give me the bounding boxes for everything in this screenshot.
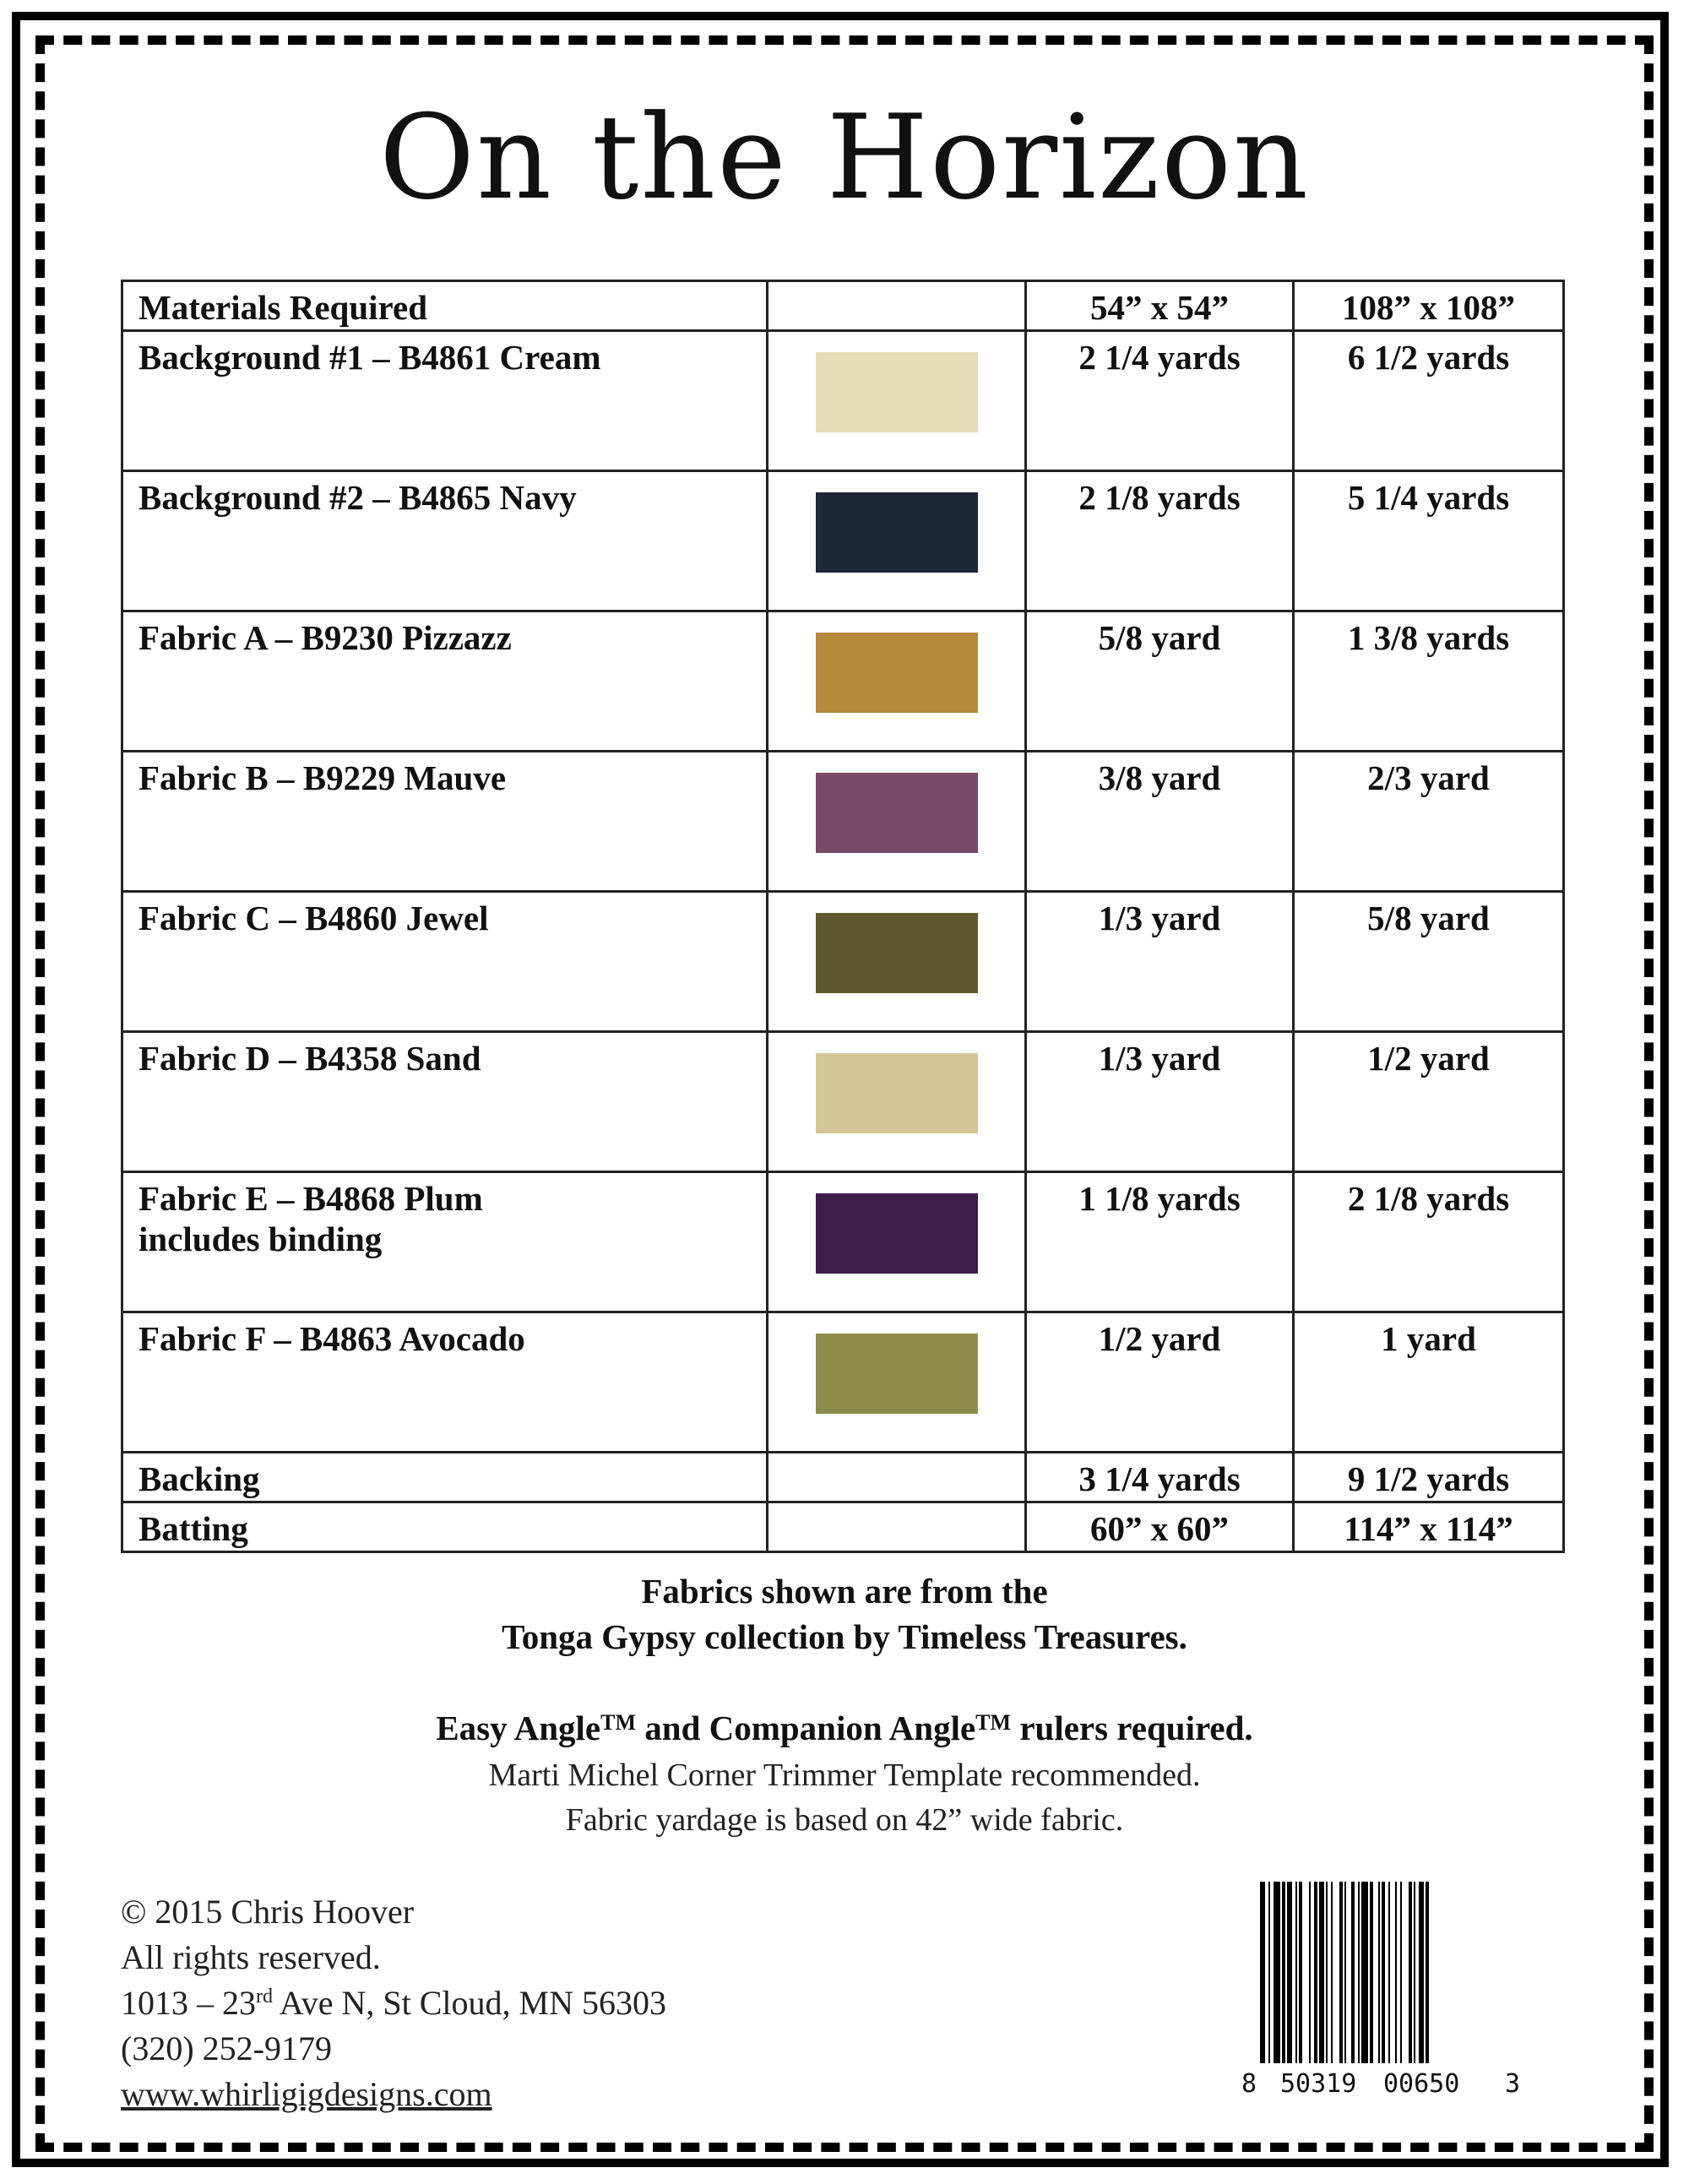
row-qty-small: 2 1/8 yards xyxy=(1026,471,1294,611)
trimmer-note: Marti Michel Corner Trimmer Template recommended. xyxy=(488,1758,1201,1793)
table-row xyxy=(122,892,1564,1032)
barcode-bars xyxy=(1241,1882,1520,2080)
header-swatch-cell xyxy=(768,281,1026,331)
table-row xyxy=(122,611,1564,752)
fabric-swatch xyxy=(816,352,978,432)
barcode-bar xyxy=(1331,1882,1333,2063)
barcode-bar xyxy=(1370,1882,1373,2063)
barcode-bar xyxy=(1395,1882,1397,2063)
barcode-bar xyxy=(1388,1882,1390,2063)
barcode xyxy=(1241,1882,1520,2110)
barcode-bar xyxy=(1314,1882,1317,2063)
row-swatch-cell xyxy=(768,1172,1026,1312)
row-qty-small: 3 1/4 yards xyxy=(1026,1453,1294,1502)
fabric-swatch xyxy=(816,1193,978,1274)
barcode-bar xyxy=(1344,1882,1346,2063)
row-name: Fabric A – B9230 Pizzazz xyxy=(122,611,768,752)
barcode-bar xyxy=(1378,1882,1380,2063)
row-qty-small: 5/8 yard xyxy=(1026,611,1294,752)
barcode-bar xyxy=(1309,1882,1311,2063)
table-row-backing xyxy=(122,1453,1564,1502)
row-name: Background #2 – B4865 Navy xyxy=(122,471,768,611)
barcode-bar xyxy=(1274,1882,1280,2063)
row-qty-small: 60” x 60” xyxy=(1026,1502,1294,1552)
row-swatch-cell xyxy=(768,1032,1026,1172)
barcode-bar xyxy=(1260,1882,1265,2063)
row-name: Fabric F – B4863 Avocado xyxy=(122,1312,768,1453)
row-qty-large: 2 1/8 yards xyxy=(1294,1172,1564,1312)
row-swatch-cell xyxy=(768,331,1026,471)
barcode-bar xyxy=(1426,1882,1429,2063)
fabric-swatch xyxy=(816,492,978,573)
table-row xyxy=(122,1032,1564,1172)
row-swatch-cell xyxy=(768,1453,1026,1502)
phone: (320) 252-9179 xyxy=(121,2029,332,2067)
header-label: Materials Required xyxy=(122,281,768,331)
barcode-digit-last: 3 xyxy=(1505,2069,1521,2099)
table-row xyxy=(122,752,1564,892)
barcode-bar xyxy=(1295,1882,1297,2063)
row-qty-large: 2/3 yard xyxy=(1294,752,1564,892)
materials-table xyxy=(121,280,1565,1553)
barcode-bar xyxy=(1358,1882,1360,2063)
barcode-bar xyxy=(1382,1882,1385,2063)
row-qty-large: 1/2 yard xyxy=(1294,1032,1564,1172)
row-qty-small: 3/8 yard xyxy=(1026,752,1294,892)
fabric-swatch xyxy=(816,913,978,993)
row-swatch-cell xyxy=(768,1502,1026,1552)
fabric-swatch xyxy=(816,1053,978,1133)
barcode-bar xyxy=(1351,1882,1355,2063)
barcode-bar xyxy=(1282,1882,1285,2063)
barcode-bar xyxy=(1319,1882,1324,2063)
header-size-large: 108” x 108” xyxy=(1294,281,1564,331)
copyright: © 2015 Chris Hoover xyxy=(121,1893,415,1931)
row-swatch-cell xyxy=(768,752,1026,892)
row-qty-large: 6 1/2 yards xyxy=(1294,331,1564,471)
row-name: Backing xyxy=(122,1453,768,1502)
row-qty-small: 1/3 yard xyxy=(1026,892,1294,1032)
barcode-bar xyxy=(1268,1882,1270,2063)
row-qty-large: 9 1/2 yards xyxy=(1294,1453,1564,1502)
fabric-swatch xyxy=(816,633,978,713)
row-swatch-cell xyxy=(768,611,1026,752)
barcode-bar xyxy=(1414,1882,1415,2063)
table-row-batting xyxy=(122,1502,1564,1552)
table-row xyxy=(122,331,1564,471)
barcode-bar xyxy=(1339,1882,1343,2063)
row-name: Fabric E – B4868 Plum includes binding xyxy=(122,1172,768,1312)
barcode-bar xyxy=(1419,1882,1424,2063)
row-swatch-cell xyxy=(768,892,1026,1032)
row-name: Batting xyxy=(122,1502,768,1552)
barcode-digit-first: 8 xyxy=(1241,2069,1257,2099)
barcode-bar xyxy=(1400,1882,1402,2063)
barcode-bar xyxy=(1361,1882,1368,2063)
row-name: Fabric C – B4860 Jewel xyxy=(122,892,768,1032)
row-qty-large: 5 1/4 yards xyxy=(1294,471,1564,611)
barcode-bar xyxy=(1299,1882,1302,2063)
row-qty-small: 2 1/4 yards xyxy=(1026,331,1294,471)
row-qty-small: 1/2 yard xyxy=(1026,1312,1294,1453)
row-qty-large: 5/8 yard xyxy=(1294,892,1564,1032)
page-title: On the Horizon xyxy=(379,90,1310,225)
barcode-bar xyxy=(1409,1882,1412,2063)
row-qty-small: 1/3 yard xyxy=(1026,1032,1294,1172)
row-swatch-cell xyxy=(768,471,1026,611)
row-qty-large: 1 3/8 yards xyxy=(1294,611,1564,752)
table-row xyxy=(122,1312,1564,1453)
barcode-bar xyxy=(1326,1882,1328,2063)
row-name: Fabric D – B4358 Sand xyxy=(122,1032,768,1172)
barcode-digits-left: 50319 xyxy=(1280,2069,1357,2099)
yardage-note: Fabric yardage is based on 42” wide fabric. xyxy=(565,1802,1124,1838)
fabric-swatch xyxy=(816,1334,978,1414)
website-link[interactable]: www.whirligigdesigns.com xyxy=(121,2075,492,2113)
barcode-bar xyxy=(1287,1882,1292,2063)
website[interactable] xyxy=(121,2074,492,2114)
fabric-swatch xyxy=(816,773,978,853)
header-size-small: 54” x 54” xyxy=(1026,281,1294,331)
fabrics-note-line2: Tonga Gypsy collection by Timeless Treasures. xyxy=(502,1617,1187,1656)
table-row xyxy=(122,471,1564,611)
rulers-note: Easy Angle™ and Companion Angle™ rulers required. xyxy=(436,1709,1253,1747)
row-qty-large: 1 yard xyxy=(1294,1312,1564,1453)
row-swatch-cell xyxy=(768,1312,1026,1453)
fabrics-note-line1: Fabrics shown are from the xyxy=(641,1572,1048,1611)
rights: All rights reserved. xyxy=(121,1938,381,1976)
address: 1013 – 23rd Ave N, St Cloud, MN 56303 xyxy=(121,1984,666,2022)
barcode-digits-right: 00650 xyxy=(1383,2069,1460,2099)
table-header-row xyxy=(122,281,1564,331)
row-qty-large: 114” x 114” xyxy=(1294,1502,1564,1552)
row-name: Background #1 – B4861 Cream xyxy=(122,331,768,471)
row-name: Fabric B – B9229 Mauve xyxy=(122,752,768,892)
table-row xyxy=(122,1172,1564,1312)
row-qty-small: 1 1/8 yards xyxy=(1026,1172,1294,1312)
